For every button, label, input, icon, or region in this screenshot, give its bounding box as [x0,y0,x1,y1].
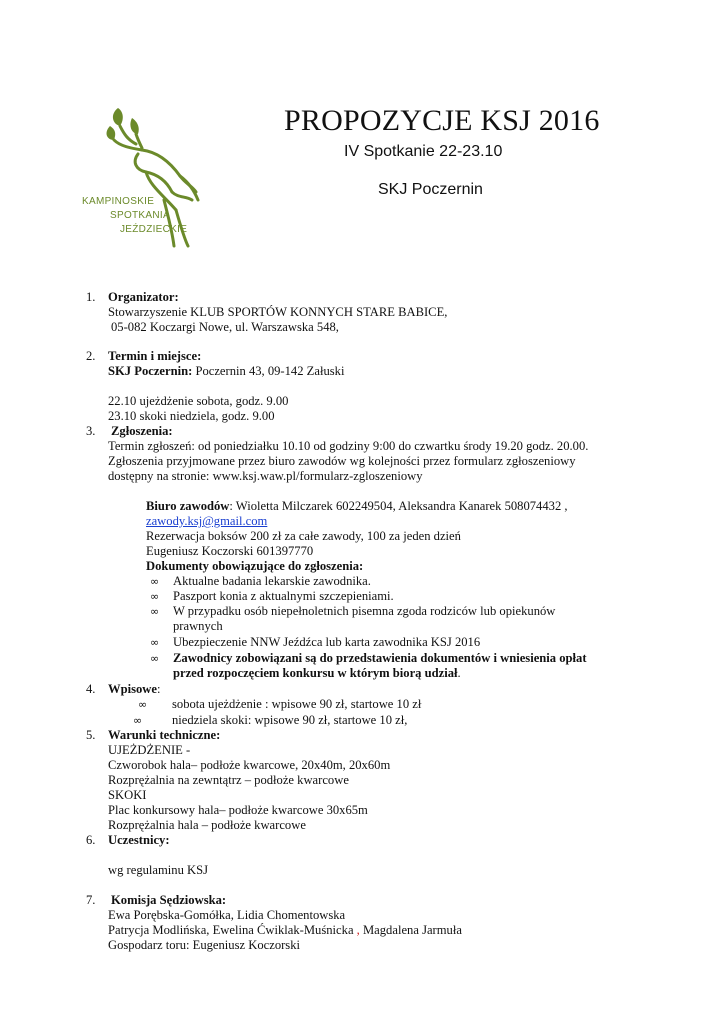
judges-line-2-comma: , [353,923,360,937]
tech-jumping-warmup: Rozprężalnia hala – podłoże kwarcowe [108,818,306,832]
bullet-icon: ∞ [150,590,160,603]
contact-person: Eugeniusz Koczorski 601397770 [146,544,314,558]
doc-item-medical: Aktualne badania lekarskie zawodnika. [173,574,371,588]
venue-address-rest: Poczernin 43, 09-142 Załuski [192,364,345,378]
registration-info: Zgłoszenia przyjmowane przez biuro zawodów wg kolejności przez formularz zgłoszeniowy [108,454,576,468]
page-subtitle: IV Spotkanie 22-23.10 [344,143,503,160]
doc-item-obligation: Zawodnicy zobowiązani są do przedstawienia dokumentów i wniesienia opłat [173,651,587,665]
bullet-icon: ∞ [150,605,160,618]
office-contacts [146,499,568,514]
section-4-colon: : [156,682,161,696]
tech-jumping-title: SKOKI [108,788,147,802]
doc-item-passport: Paszport konia z aktualnymi szczepieniami. [173,589,394,603]
venue-name: SKJ Poczernin [378,181,483,198]
judges-line-2a: Patrycja Modlińska, Ewelina Ćwiklak-Muśnicka [108,923,354,937]
date-jumping: 23.10 skoki niedziela, godz. 9.00 [108,409,275,423]
section-2-heading: Termin i miejsce: [108,349,202,363]
registration-url: dostępny na stronie: www.ksj.waw.pl/formularz-zgloszeniowy [108,469,423,483]
venue-address-bold: SKJ Poczernin: [108,364,193,378]
bullet-icon: ∞ [150,636,160,649]
logo-text-3: JEŹDZIECKIE [120,224,188,235]
organizer-address: 05-082 Koczargi Nowe, ul. Warszawska 548, [111,320,339,334]
logo-text-2: SPOTKANIA [110,210,170,221]
section-1-number: 1. [86,290,96,304]
fee-dressage: sobota ujeżdżenie : wpisowe 90 zł, startowe 10 zł [172,697,422,711]
judges-line-2 [108,923,462,938]
course-designer: Gospodarz toru: Eugeniusz Koczorski [108,938,301,952]
bullet-icon: ∞ [138,698,148,711]
section-5-heading: Warunki techniczne: [108,728,221,742]
office-names: : Wioletta Milczarek 602249504, Aleksandra Kanarek 508074432 , [229,499,568,513]
organizer-name: Stowarzyszenie KLUB SPORTÓW KONNYCH STARE BABICE, [108,305,448,319]
tech-jumping-arena: Plac konkursowy hala– podłoże kwarcowe 30x65m [108,803,368,817]
doc-item-consent-cont: prawnych [173,619,223,633]
tech-dressage-arena: Czworobok hala– podłoże kwarcowe, 20x40m, 20x60m [108,758,391,772]
documents-heading: Dokumenty obowiązujące do zgłoszenia: [146,559,364,573]
bullet-icon: ∞ [133,714,143,727]
section-6-number: 6. [86,833,96,847]
participants-rule: wg regulaminu KSJ [108,863,209,877]
logo [80,100,205,250]
section-3-heading: Zgłoszenia: [111,424,173,438]
page-title: PROPOZYCJE KSJ 2016 [284,104,600,137]
fee-jumping: niedziela skoki: wpisowe 90 zł, startowe 10 zł, [172,713,408,727]
section-7-number: 7. [86,893,96,907]
doc-item-obligation-period: . [457,666,461,680]
section-3-number: 3. [86,424,96,438]
section-4-heading-line [108,682,160,697]
office-email-link[interactable]: zawody.ksj@gmail.com [146,514,268,528]
tech-dressage-title: UJEŻDŻENIE - [108,743,191,757]
section-7-heading: Komisja Sędziowska: [111,893,227,907]
section-6-heading: Uczestnicy: [108,833,170,847]
section-2-number: 2. [86,349,96,363]
doc-item-consent: W przypadku osób niepełnoletnich pisemna zgoda rodziców lub opiekunów [173,604,556,618]
section-4-heading: Wpisowe [108,682,157,696]
bullet-icon: ∞ [150,652,160,665]
judges-line-1: Ewa Porębska-Gomółka, Lidia Chomentowska [108,908,346,922]
logo-text-1: KAMPINOSKIE [82,196,155,207]
registration-deadline: Termin zgłoszeń: od poniedziałku 10.10 od godziny 9:00 do czwartku środy 19.20 godz. 20.00. [108,439,589,453]
judges-line-2b: Magdalena Jarmuła [359,923,462,937]
section-1-heading: Organizator: [108,290,179,304]
doc-item-obligation-cont [173,666,461,681]
date-dressage: 22.10 ujeżdżenie sobota, godz. 9.00 [108,394,289,408]
box-reservation: Rezerwacja boksów 200 zł za całe zawody, 100 za jeden dzień [146,529,461,543]
tech-dressage-warmup: Rozprężalnia na zewntątrz – podłoże kwarcowe [108,773,349,787]
bullet-icon: ∞ [150,575,160,588]
doc-item-insurance: Ubezpieczenie NNW Jeźdźca lub karta zawodnika KSJ 2016 [173,635,481,649]
section-5-number: 5. [86,728,96,742]
doc-item-obligation-cont-bold: przed rozpoczęciem konkursu w którym biorą udział [173,666,458,680]
office-label: Biuro zawodów [146,499,230,513]
section-4-number: 4. [86,682,96,696]
venue-address [108,364,344,379]
